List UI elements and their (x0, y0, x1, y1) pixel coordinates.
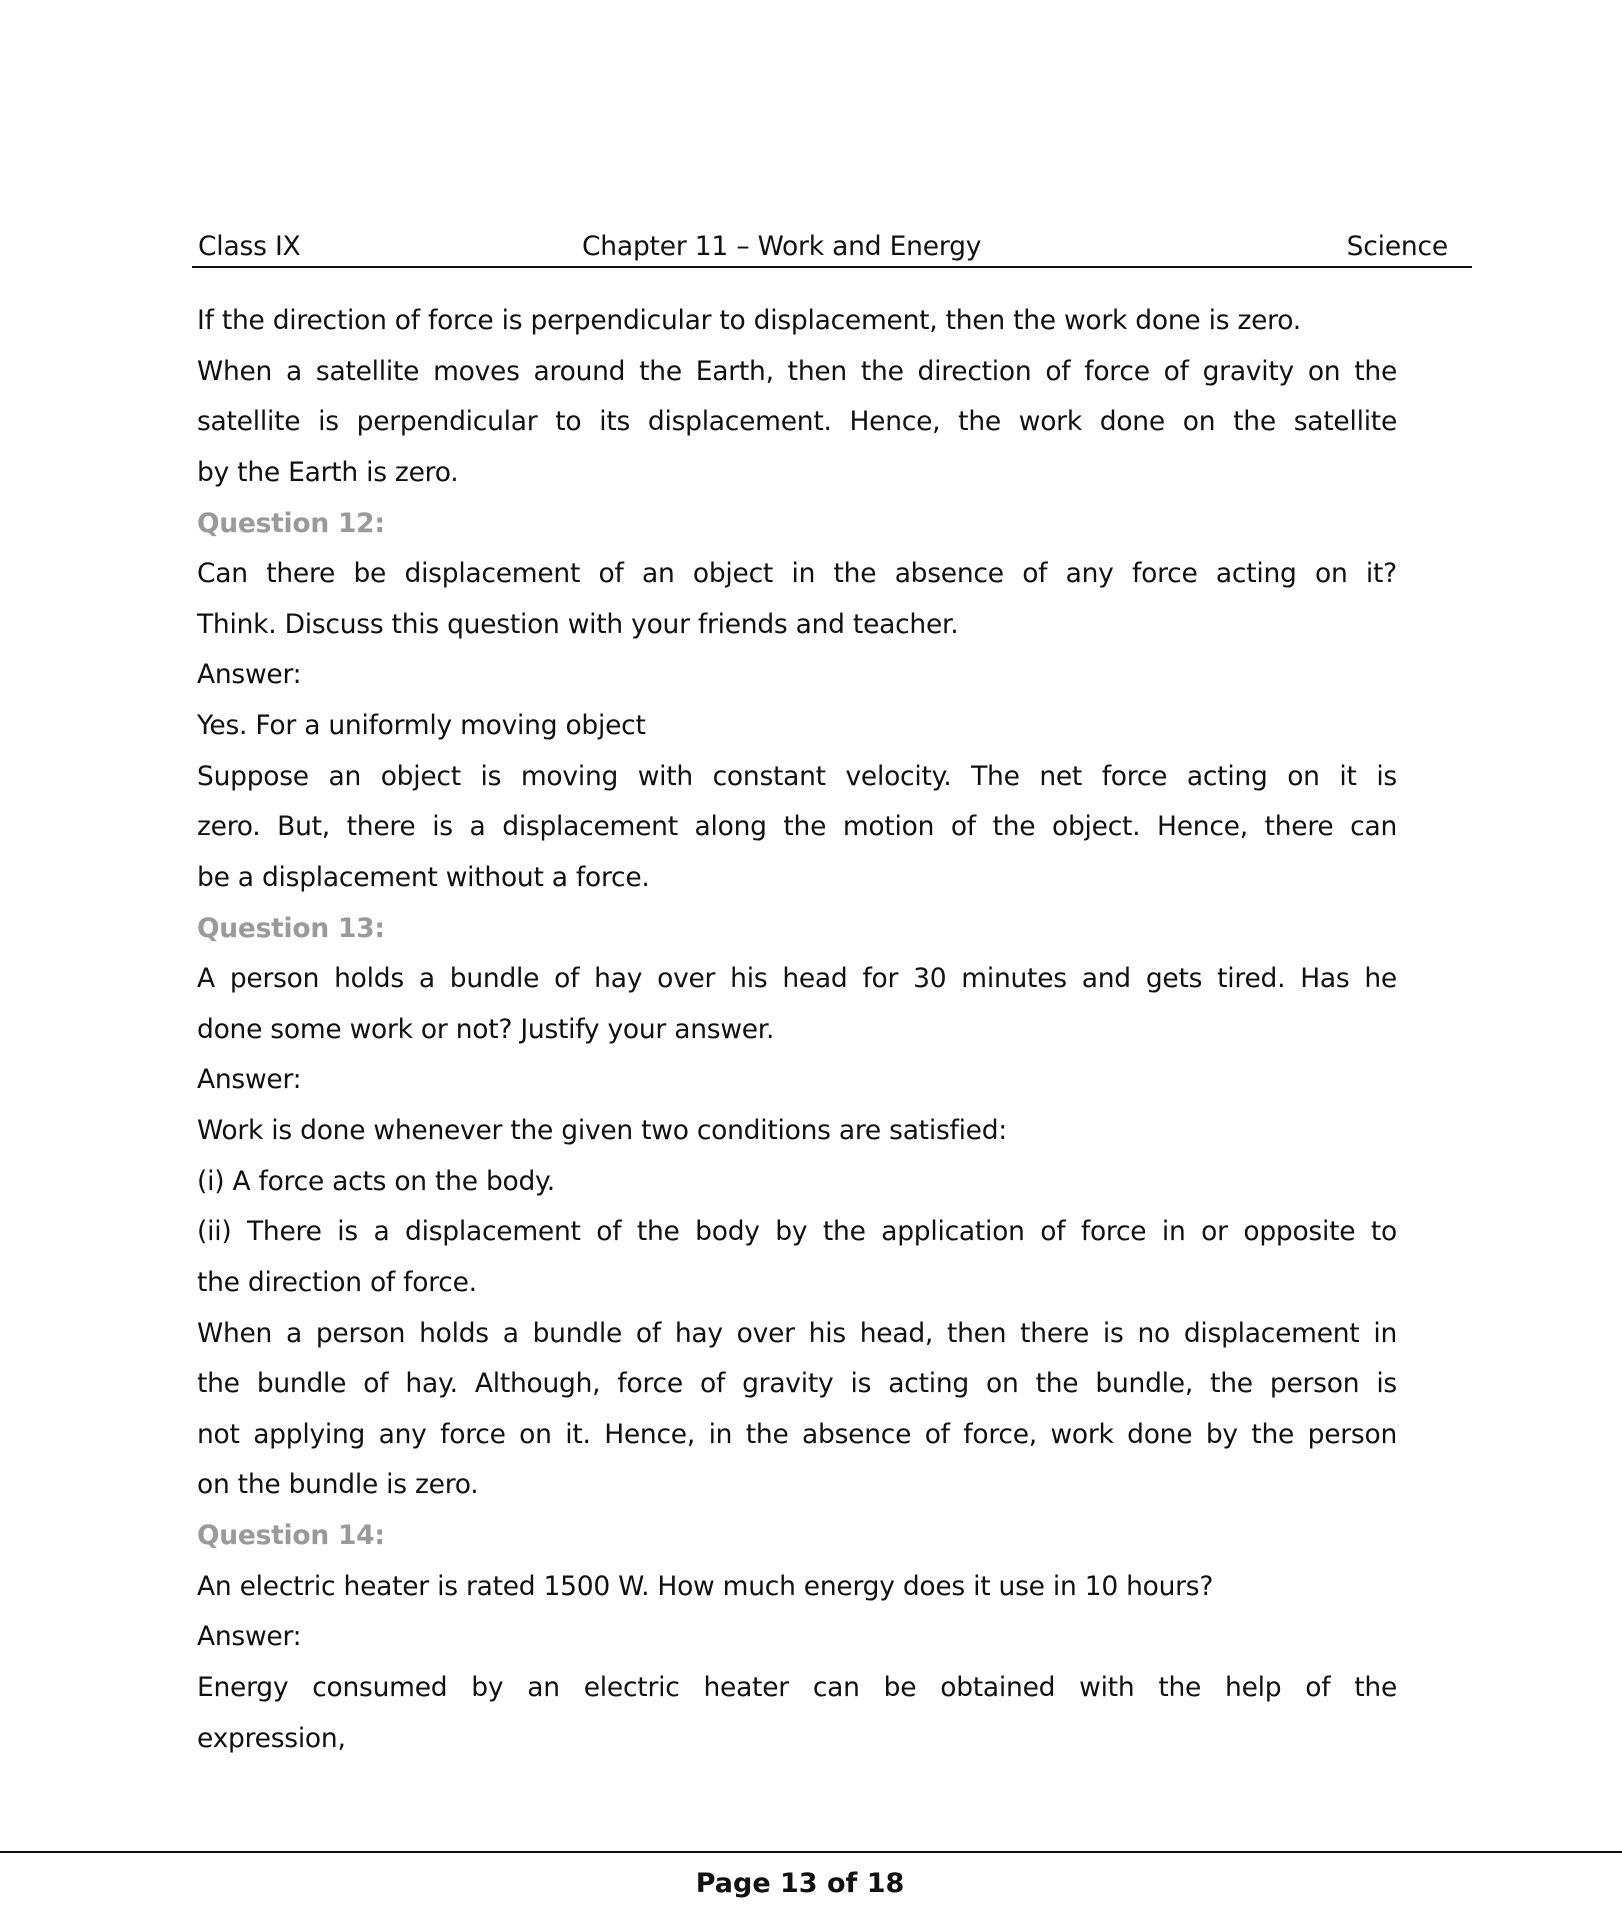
text-line: not applying any force on it. Hence, in the absence of force, work done by the person (197, 1418, 1397, 1450)
text-line: Energy consumed by an electric heater can be obtained with the help of the (197, 1671, 1397, 1703)
answer-label: Answer: (197, 1064, 302, 1096)
text-line: Think. Discuss this question with your friends and teacher. (197, 608, 959, 640)
text-line: A person holds a bundle of hay over his head for 30 minutes and gets tired. Has he (197, 963, 1397, 995)
document-body (197, 303, 1397, 1771)
text-line: by the Earth is zero. (197, 456, 459, 488)
text-line: on the bundle is zero. (197, 1469, 479, 1501)
text-line: When a satellite moves around the Earth, then the direction of force of gravity on the (197, 355, 1397, 387)
footer-divider (0, 1851, 1622, 1853)
text-line: the bundle of hay. Although, force of gravity is acting on the bundle, the person is (197, 1368, 1397, 1400)
text-line: If the direction of force is perpendicular to displacement, then the work done is zero. (197, 305, 1301, 336)
answer-label: Answer: (197, 659, 302, 691)
text-line: Suppose an object is moving with constant velocity. The net force acting on it is (197, 760, 1397, 792)
text-line: Yes. For a uniformly moving object (197, 710, 646, 741)
text-line: zero. But, there is a displacement along the motion of the object. Hence, there can (197, 811, 1397, 843)
text-line: When a person holds a bundle of hay over his head, then there is no displacement in (197, 1317, 1397, 1349)
text-line: done some work or not? Justify your answer. (197, 1013, 775, 1045)
header-subject: Science (1346, 231, 1448, 262)
text-line: Work is done whenever the given two conditions are satisfied: (197, 1115, 1007, 1146)
question-label: Question 13: (197, 912, 385, 944)
question-label: Question 14: (197, 1520, 385, 1551)
text-line: (i) A force acts on the body. (197, 1165, 555, 1197)
answer-label: Answer: (197, 1621, 302, 1653)
page-number: Page 13 of 18 (695, 1868, 905, 1899)
text-line: satellite is perpendicular to its displacement. Hence, the work done on the satellite (197, 406, 1397, 438)
text-line: be a displacement without a force. (197, 861, 650, 893)
text-line: An electric heater is rated 1500 W. How much energy does it use in 10 hours? (197, 1570, 1214, 1602)
text-line: (ii) There is a displacement of the body by the application of force in or opposite to (197, 1216, 1397, 1248)
text-line: the direction of force. (197, 1266, 477, 1298)
header-class: Class IX (198, 231, 301, 262)
page-header (192, 230, 1472, 268)
text-line: Can there be displacement of an object in the absence of any force acting on it? (197, 558, 1397, 590)
header-chapter-title: Chapter 11 – Work and Energy (582, 231, 982, 262)
question-label: Question 12: (197, 507, 385, 539)
text-line: expression, (197, 1722, 346, 1754)
